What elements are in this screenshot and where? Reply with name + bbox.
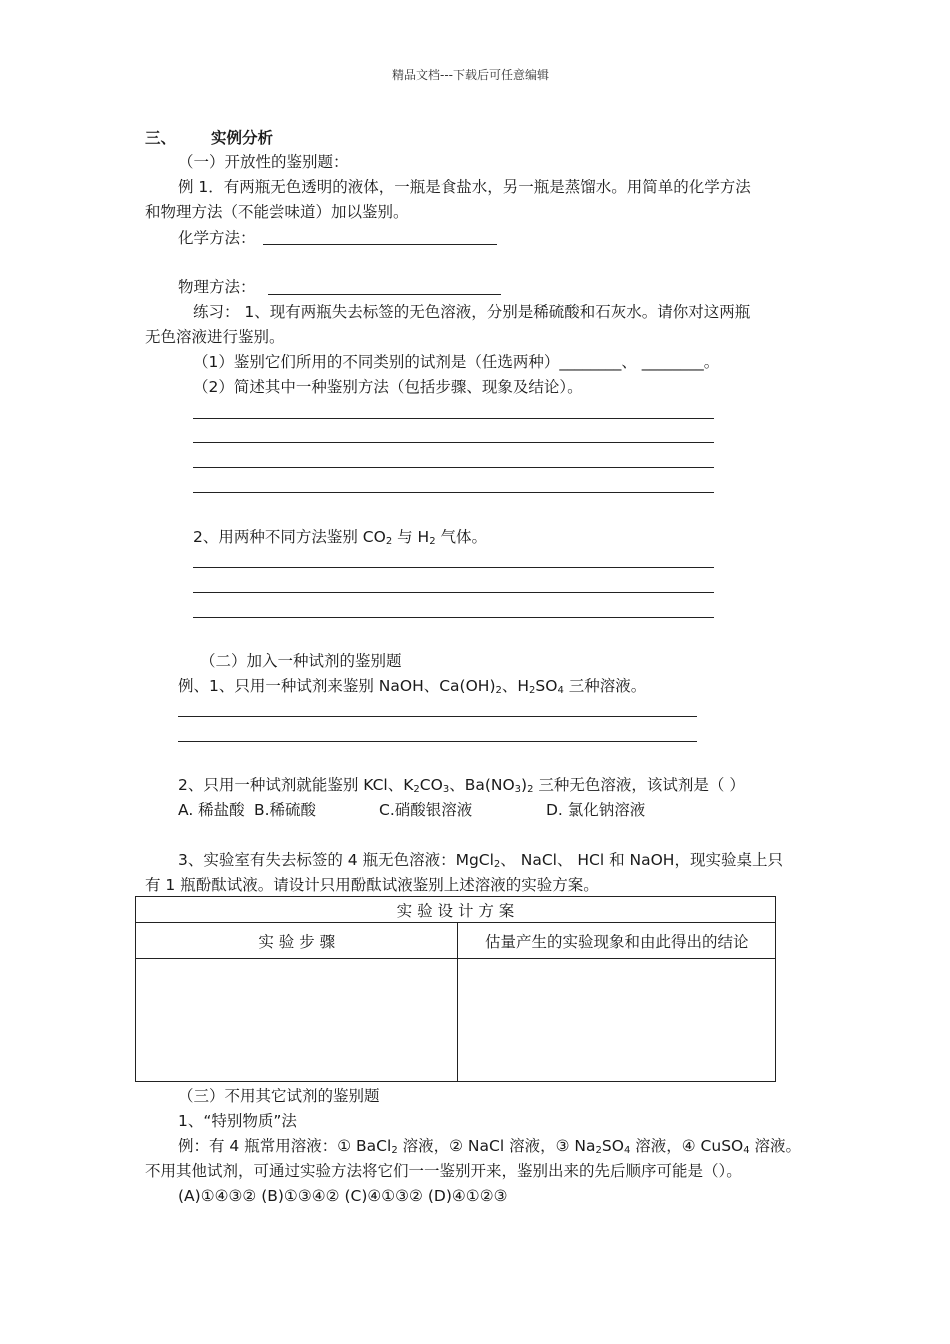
phys-method-answer-line[interactable]: [268, 294, 501, 295]
option-c[interactable]: C.硝酸银溶液: [379, 801, 473, 819]
part2-question3-line1: 3、实验室有失去标签的 4 瓶无色溶液：MgCl$_2$、 NaCl、 HCl 和 NaOH，现实验桌上只: [178, 851, 783, 870]
table-cell-steps[interactable]: [136, 959, 458, 1082]
chem-method-label: 化学方法：: [178, 229, 256, 247]
option-a[interactable]: A. 稀盐酸: [178, 801, 245, 819]
part3-example-line2: 不用其他试剂，可通过实验方法将它们一一鉴别开来，鉴别出来的先后顺序可能是（）。: [145, 1162, 742, 1180]
table-cell-conclusion[interactable]: [458, 959, 776, 1082]
practice1-question2: （2）简述其中一种鉴别方法（包括步骤、现象及结论）。: [193, 378, 583, 396]
option-d[interactable]: D. 氯化钠溶液: [546, 801, 646, 819]
answer-line[interactable]: [193, 592, 714, 593]
experiment-design-table: [135, 896, 776, 1082]
practice1-line2: 无色溶液进行鉴别。: [145, 328, 285, 346]
answer-line[interactable]: [193, 467, 714, 468]
part1-title: （一）开放性的鉴别题：: [178, 153, 349, 171]
part3-title: （三）不用其它试剂的鉴别题: [178, 1087, 380, 1105]
part2-title: （二）加入一种试剂的鉴别题: [200, 652, 402, 670]
part3-subtitle: 1、“特别物质”法: [178, 1112, 297, 1130]
answer-line[interactable]: [193, 442, 714, 443]
answer-line[interactable]: [193, 567, 714, 568]
answer-line[interactable]: [178, 716, 697, 717]
answer-line[interactable]: [178, 741, 697, 742]
practice1-line1: 练习： 1、现有两瓶失去标签的无色溶液，分别是稀硫酸和石灰水。请你对这两瓶: [193, 303, 751, 321]
page-header: 精品文档---下载后可任意编辑: [392, 68, 549, 82]
section-title: 实例分析: [211, 129, 274, 147]
part2-question2: 2、只用一种试剂就能鉴别 KCl、$K_2CO_3$、$Ba(NO_3)_2$ 三种无色溶液，该试剂是（ ）: [178, 776, 745, 795]
answer-line[interactable]: [193, 418, 714, 419]
table-header-steps: 实 验 步 骤: [136, 923, 458, 959]
example1-line1: 例 1．有两瓶无色透明的液体，一瓶是食盐水，另一瓶是蒸馏水。用简单的化学方法: [178, 178, 751, 196]
phys-method-label: 物理方法：: [178, 278, 256, 296]
part2-example: 例、1、只用一种试剂来鉴别 NaOH、$Ca(OH)_2$、$H_2SO_4$ 三种溶液。: [178, 677, 647, 696]
option-b[interactable]: B.稀硫酸: [254, 801, 317, 819]
practice2-question: 2、用两种不同方法鉴别 $CO_2$ 与 $H_2$ 气体。: [193, 528, 488, 547]
part3-example-line1: 例：有 4 瓶常用溶液：① BaCl$_2$ 溶液，② NaCl 溶液，③ $Na_2SO_4$ 溶液，④ CuSO$_4$ 溶液。: [178, 1137, 802, 1156]
answer-line[interactable]: [193, 492, 714, 493]
part3-choices[interactable]: (A)①④③② (B)①③④② (C)④①③② (D)④①②③: [178, 1187, 508, 1205]
example1-line2: 和物理方法（不能尝味道）加以鉴别。: [145, 203, 409, 221]
table-title: 实 验 设 计 方 案: [136, 897, 776, 923]
table-header-conclusion: 估量产生的实验现象和由此得出的结论: [458, 923, 776, 959]
part2-question3-line2: 有 1 瓶酚酞试液。请设计只用酚酞试液鉴别上述溶液的实验方案。: [145, 876, 599, 894]
section-number: 三、: [145, 129, 177, 147]
practice1-question1: （1）鉴别它们所用的不同类别的试剂是（任选两种）________、 ________。: [193, 353, 720, 371]
chem-method-answer-line[interactable]: [263, 244, 497, 245]
answer-line[interactable]: [193, 617, 714, 618]
